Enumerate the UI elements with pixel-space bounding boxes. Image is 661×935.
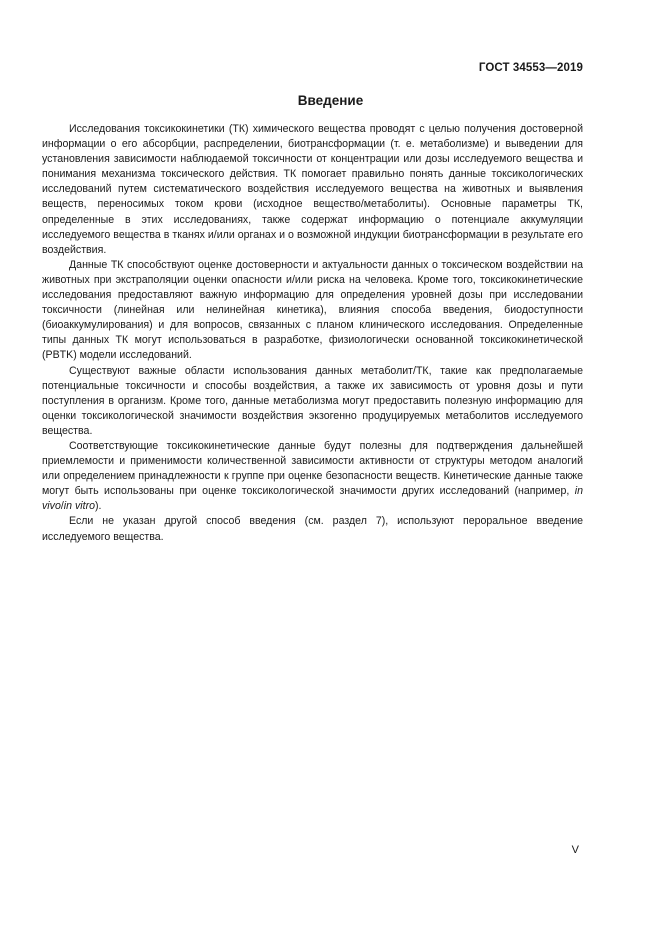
paragraph-1: Исследования токсикокинетики (ТК) химического вещества проводят с целью получения достоверной информации о его абсорбции, распределении, биотрансформации (т. е. метаболизме) и выведении для установления зависимости наблюдаемой токсичности от концентрации или дозы исследуемого вещества и понимания механизма токсического действия. ТК помогает правильно понять данные токсикологических исследований путем систематического воздействия исследуемого вещества на животных и выявления веществ, переносимых током крови (исходное вещество/метаболиты). Основные параметры ТК, определенные в этих исследованиях, также содержат информацию о потенциале аккумуляции исследуемого вещества в тканях и/или органах и о возможной индукции биотрансформации в результате его воздействия. bbox=[42, 123, 583, 256]
paragraph-2: Данные ТК способствуют оценке достоверности и актуальности данных о токсическом воздействии на животных при экстраполяции оценки опасности и/или риска на человека. Кроме того, токсикокинетические исследования предоставляют важную информацию для определения уровней дозы при исследовании токсичности (линейная или нелинейная кинетика), влияния способа введения, биодоступности (биоаккумулирования) и для вопросов, связанных с планом клинического исследования. Определенные типы данных ТК могут использоваться в разработке, физиологически основанной токсикокинетической (PBTK) модели исследований. bbox=[42, 258, 583, 362]
paragraph-4 bbox=[42, 439, 583, 514]
paragraph-4-text-end: ). bbox=[95, 500, 102, 513]
paragraph-4-text-start: Соответствующие токсикокинетические данные будут полезны для подтверждения дальнейшей приемлемости и применимости количественной зависимости активности от структуры методом аналогий или определением принадлежности к группе при оценке безопасности веществ. Кинетические данные также могут быть использованы при оценке токсикологической значимости других исследований (например, bbox=[42, 439, 583, 498]
section-title: Введение bbox=[297, 93, 364, 108]
paragraph-4-in-vivo: in vivo bbox=[42, 485, 583, 513]
paragraph-3: Существуют важные области использования данных метаболит/ТК, такие как предполагаемые потенциальные токсичности и способы воздействия, а также их зависимость от уровня дозы и пути поступления в организм. Кроме того, данные метаболизма могут предоставить полезную информацию для оценки токсикологической значимости воздействия экзогенно продуцируемых метаболитов исследуемого вещества. bbox=[42, 364, 583, 437]
paragraph-4-in-vitro: in vitro bbox=[63, 500, 95, 513]
paragraph-5: Если не указан другой способ введения (см. раздел 7), используют пероральное введение исследуемого вещества. bbox=[42, 515, 583, 543]
paragraph-4-slash: / bbox=[60, 500, 64, 513]
standard-code: ГОСТ 34553—2019 bbox=[478, 62, 583, 74]
body-text bbox=[42, 122, 583, 545]
page-number: V bbox=[571, 844, 579, 856]
